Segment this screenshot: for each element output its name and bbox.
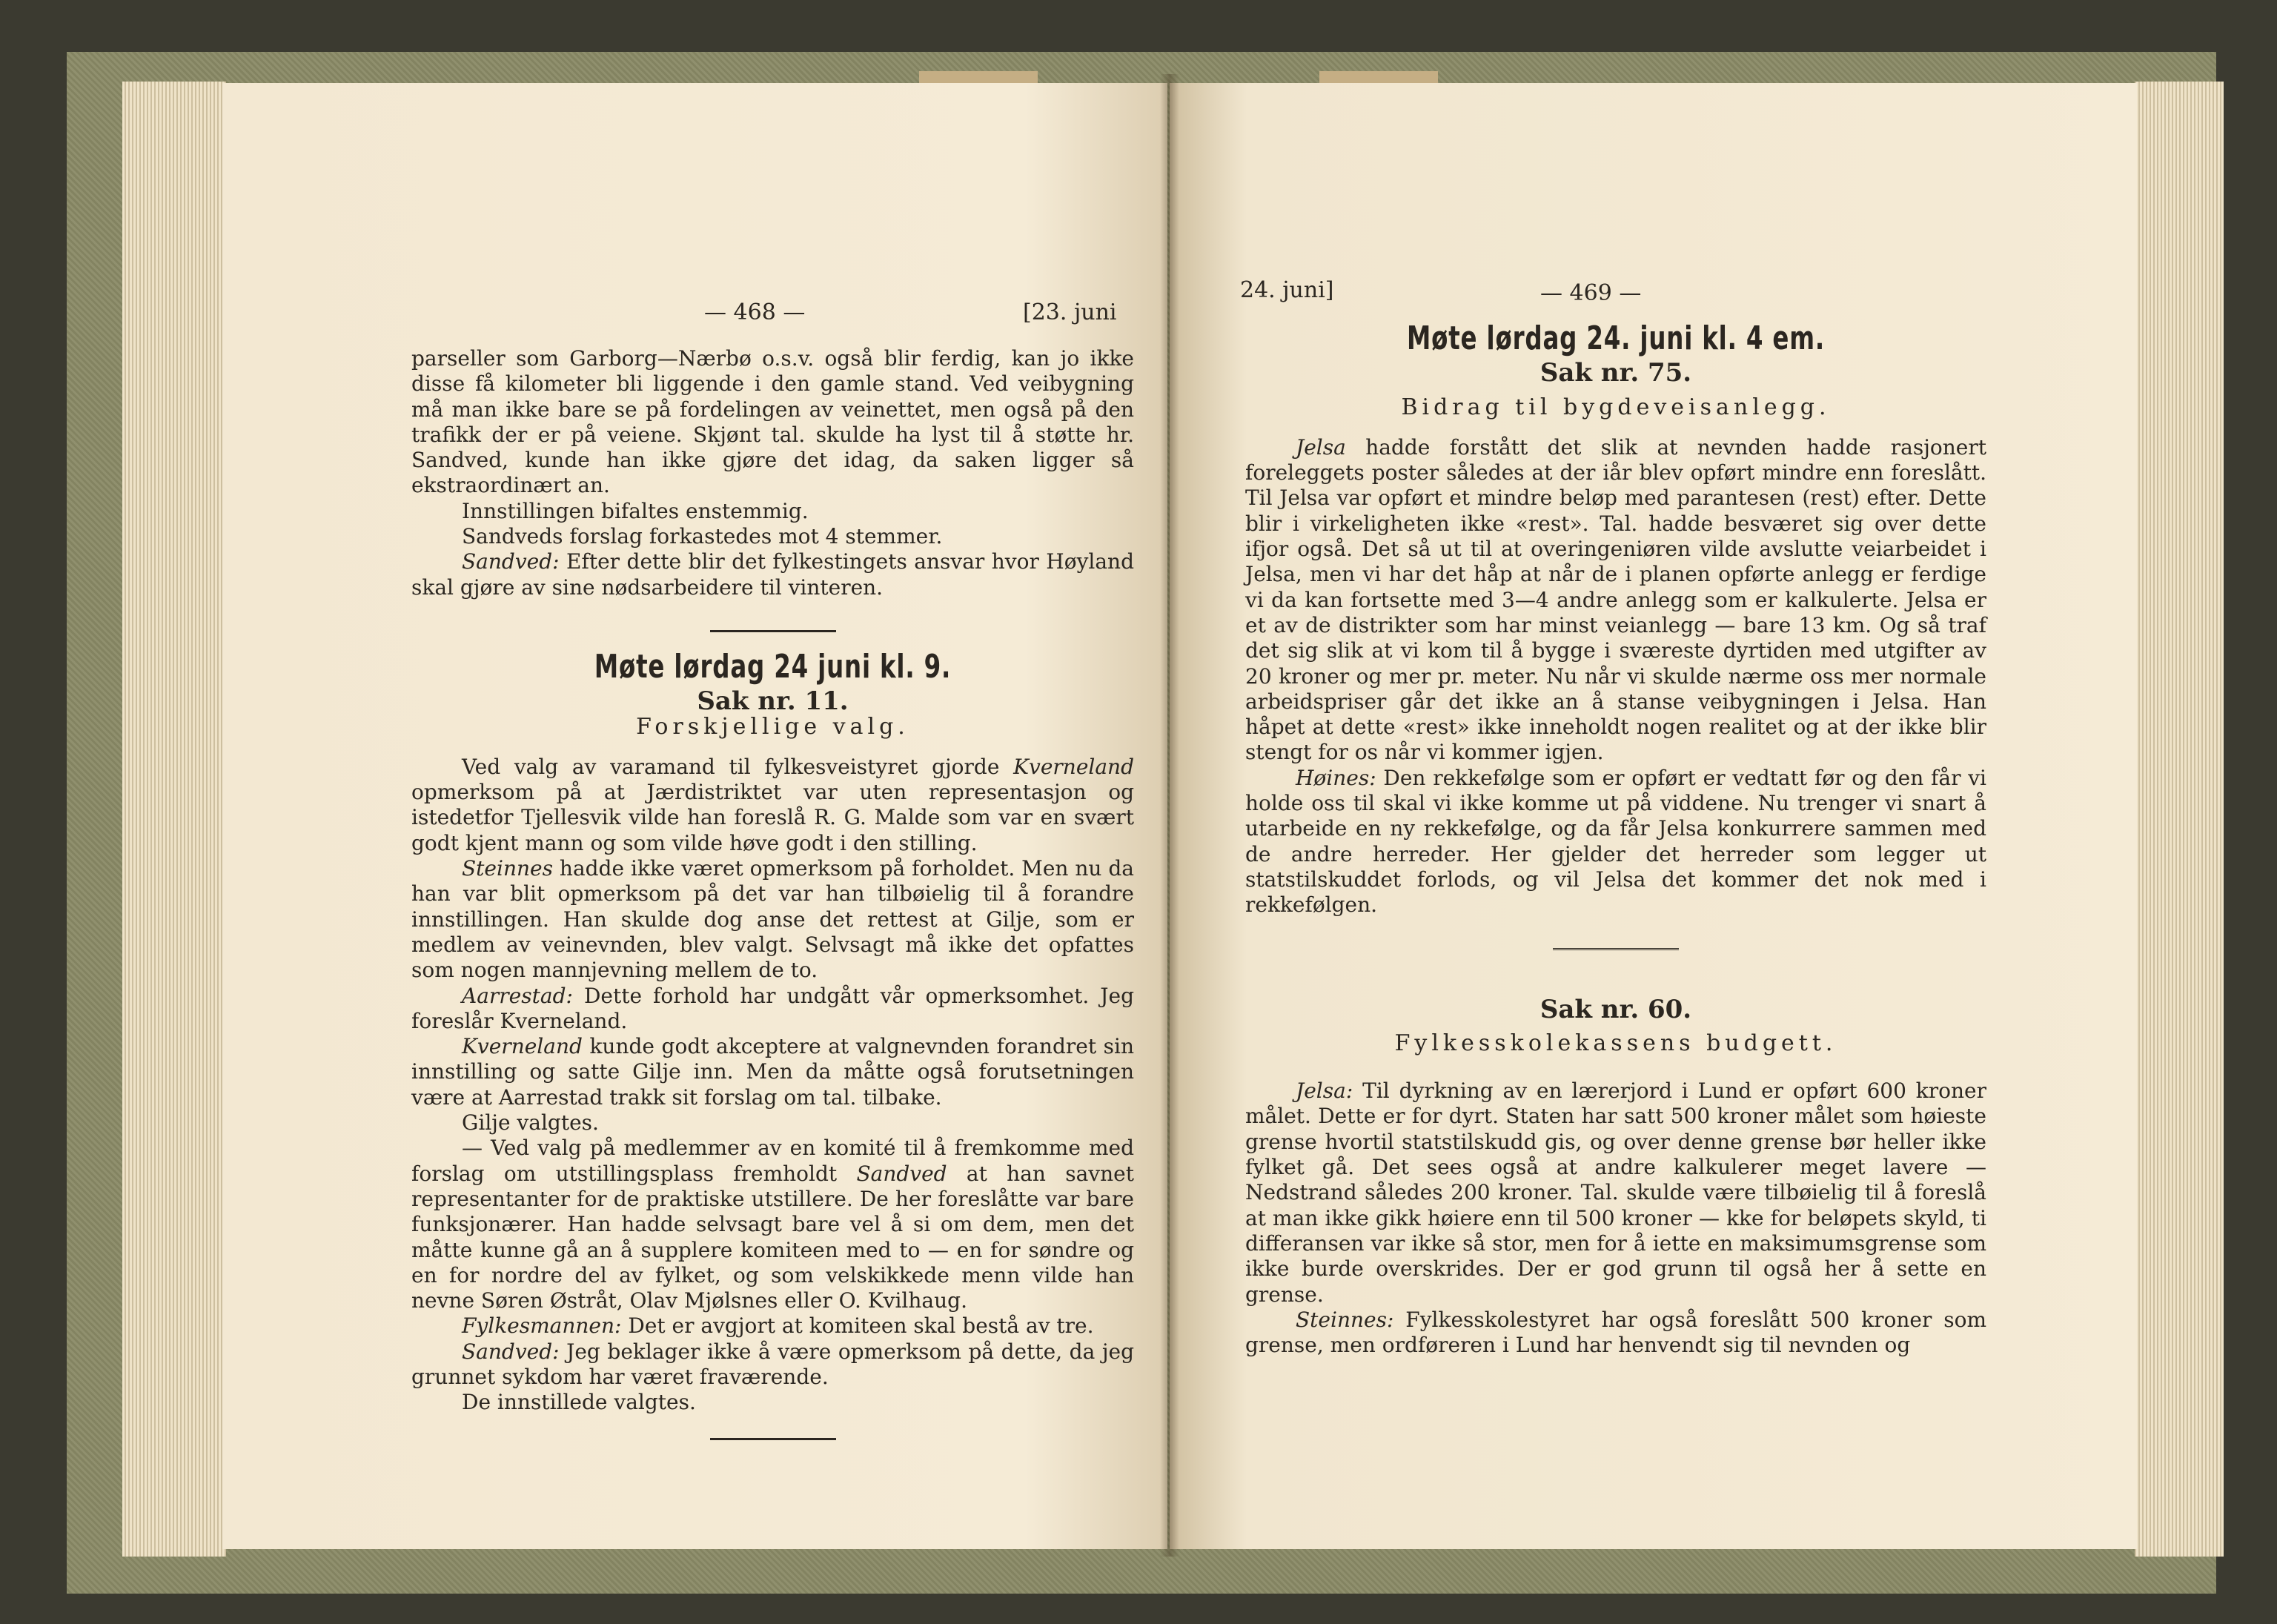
case-number: Sak nr. 60.	[1539, 994, 1692, 1024]
speech-text: Den rekkefølge som er opført er vedtatt før og den får vi holde oss til skal vi ikke komme ut på viddene. Nu trenger vi snart å utarbeide en ny rekkefølge, og da får Jelsa konkurrere sammen med de andre herreder. Her gjelder det herreder som legger ut statstilskuddet forlods, og vil Jelsa det kommer det nok med i rekkefølgen.	[1245, 765, 1986, 918]
meeting-title: Møte lørdag 24 juni kl. 9.	[594, 647, 952, 686]
speaker-name: Aarrestad:	[462, 983, 573, 1008]
paragraph	[411, 1313, 1134, 1339]
speaker-name: Steinnes:	[1296, 1307, 1394, 1332]
speech-text: Fylkesskolestyret har også foreslått 500 kroner som grense, men ordføreren i Lund har henvendt sig til nevnden og	[1245, 1307, 1986, 1358]
paragraph: De innstillede valgtes.	[462, 1390, 696, 1415]
speaker-name: Jelsa:	[1296, 1078, 1353, 1104]
speech-text: hadde ikke været opmerksom på forholdet. Men nu da han var blit opmerksom på det var han tilbøielig til å forandre innstillingen. Han skulde dog anse det rettest at Gilje, som er medlem av veinevnden, blev valgt. Selvsagt må ikke det opfattes som nogen mannjevning mellem de to.	[411, 856, 1134, 983]
paragraph: Innstillingen bifaltes enstemmig.	[462, 498, 809, 523]
speaker-name: Steinnes	[462, 856, 553, 881]
paragraph	[1245, 1078, 1986, 1308]
paragraph	[411, 549, 1134, 600]
paragraph	[411, 1339, 1134, 1391]
speech-text: Til dyrkning av en lærerjord i Lund er opført 600 kroner målet. Dette er for dyrt. Staten har satt 500 kroner målet som høieste grense hvortil statstilskudd gis, og over denne grense bør heller ikke fylket gå. Det sees også at andre kalkulerer meget lavere — Nedstrand således 200 kroner. Tal. skulde være tilbøielig til å foreslå at man ikke gikk høiere enn til 500 kroner — kke for beløpets skyld, ti differansen var ikke så stor, men for å iette en maksimumsgrense som ikke burde overskrides. Der er god grunn til også her å sette en grense.	[1245, 1078, 1986, 1307]
left-date-header: [23. juni	[1023, 299, 1117, 325]
speaker-name: Sandved:	[462, 1339, 560, 1364]
speech-text: Ved valg av varamand til fylkesveistyret gjorde	[462, 754, 1000, 779]
section-divider	[710, 1438, 836, 1440]
speaker-name: Kverneland	[1013, 754, 1135, 779]
case-number: Sak nr. 75.	[1539, 358, 1692, 388]
speech-text: Jeg beklager ikke å være opmerksom på dette, da jeg grunnet sykdom har været fraværende.	[411, 1339, 1134, 1389]
paragraph: Gilje valgtes.	[462, 1110, 599, 1136]
paragraph	[411, 1136, 1134, 1313]
speech-text: kunde godt akceptere at valgnevnden forandret sin innstilling og satte Gilje inn. Men da måtte også forutsetningen være at Aarrestad trakk sit forslag om tal. tilbake.	[411, 1034, 1135, 1110]
left-text-column	[411, 346, 1134, 1440]
paragraph	[411, 1034, 1134, 1110]
meeting-title: Møte lørdag 24. juni kl. 4 em.	[1406, 319, 1826, 357]
speech-text: — Ved valg på medlemmer av en komité til å fremkomme med forslag om utstillingsplass fremholdt	[411, 1136, 1134, 1186]
speech-text: at han savnet representanter for de praktiske utstillere. De her foreslåtte var bare funksjonærer. Han hadde selvsagt bare vel å si om dem, men det måtte kunne gå an å supplere komiteen med to — en for søndre og en for nordre del av fylket, og som velskikkede menn vilde han nevne Søren Østråt, Olav Mjølsnes eller O. Kvilhaug.	[411, 1161, 1134, 1313]
left-page-number: — 468 —	[704, 299, 806, 325]
left-page	[222, 83, 1167, 1549]
paragraph	[1245, 1308, 1986, 1359]
speech-text: Efter dette blir det fylkestingets ansvar hvor Høyland skal gjøre av sine nødsarbeidere til vinteren.	[411, 549, 1134, 600]
speaker-name: Sandved:	[462, 549, 560, 574]
paragraph: parseller som Garborg—Nærbø o.s.v. også blir ferdig, kan jo ikke disse få kilometer bli liggende i den gamle stand. Ved veibygning må man ikke bare se på fordelingen av veinettet, men også på den trafikk der er på veiene. Skjønt tal. skulde ha lyst til å støtte hr. Sandved, kunde han ikke gjøre det idag, da saken ligger så ekstraordinært an.	[411, 346, 1134, 498]
paragraph	[1245, 766, 1986, 918]
speech-text: Dette forhold har undgått vår opmerksomhet. Jeg foreslår Kverneland.	[411, 983, 1134, 1033]
speech-text: hadde forstått det slik at nevnden hadde rasjonert foreleggets poster således at der iår blev opført mindre enn foreslått. Til Jelsa var opført et mindre beløp med parantesen (rest) efter. Dette blir i virkeligheten ikke «rest». Tal. hadde besværet sig over dette ifjor også. Det så ut til at overingeniøren vilde avslutte veiarbeidet i Jelsa, men vi har det håp at når de i planen opførte anlegg er ferdige vi da kan fortsette med 3—4 andre anlegg som er kalkulerte. Jelsa er et av de distrikter som har minst veianlegg — bare 13 km. Og så traf det sig slik at vi kom til å bygge i sværeste dyrtiden med utgifter av 20 kroner og mer pr. meter. Nu når vi skulde nærme oss mer normale arbeidspriser går det ikke an å stanse veibygningen i Jelsa. Han håpet at dette «rest» ikke inneholdt nogen realitet og at der ikke blir stengt for os når vi kommer igjen.	[1245, 434, 1986, 765]
paragraph	[411, 984, 1134, 1035]
right-date-header: 24. juni]	[1240, 277, 1334, 303]
case-title: Forskjellige valg.	[636, 713, 909, 740]
speaker-name: Sandved	[856, 1161, 947, 1186]
speaker-name: Jelsa	[1296, 434, 1346, 460]
paragraph	[411, 856, 1134, 983]
right-text-column	[1245, 319, 1986, 1358]
page-edges-left	[122, 82, 226, 1557]
speaker-name: Kverneland	[462, 1034, 583, 1059]
speaker-name: Fylkesmannen:	[462, 1313, 622, 1339]
paragraph	[411, 755, 1134, 856]
speech-text: Det er avgjort at komiteen skal bestå av tre.	[628, 1313, 1094, 1339]
paragraph: Sandveds forslag forkastedes mot 4 stemmer.	[462, 524, 943, 549]
case-number: Sak nr. 11.	[697, 686, 849, 717]
right-page-number: — 469 —	[1540, 280, 1642, 306]
page-edges-right	[2135, 82, 2224, 1557]
case-title: Bidrag til bygdeveisanlegg.	[1401, 394, 1831, 420]
paragraph	[1245, 435, 1986, 766]
speech-text: opmerksom på at Jærdistriktet var uten representasjon og istedetfor Tjellesvik vilde han foreslå R. G. Malde som var en svært godt kjent mann og som vilde høve godt i den stilling.	[411, 780, 1134, 855]
speaker-name: Høines:	[1296, 765, 1376, 790]
right-page	[1170, 83, 2137, 1549]
case-title: Fylkesskolekassens budgett.	[1394, 1030, 1837, 1056]
book-spine-shadow	[1160, 74, 1179, 1557]
